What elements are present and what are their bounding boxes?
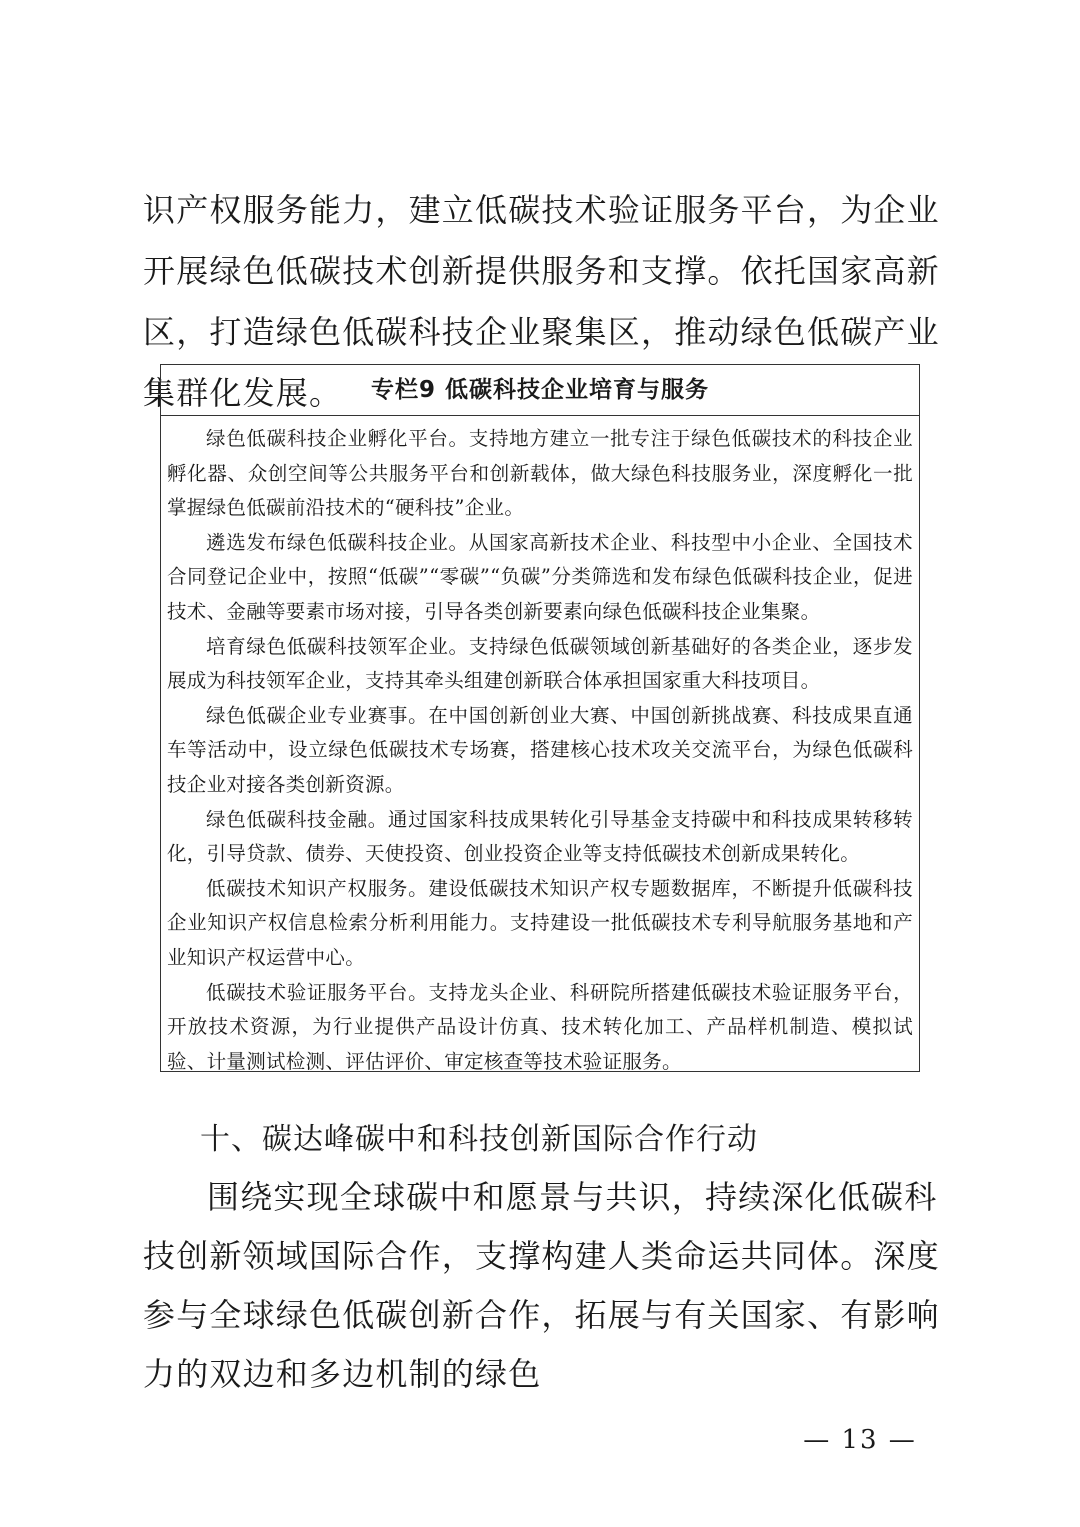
column-item-leading-enterprises: 培育绿色低碳科技领军企业。支持绿色低碳领域创新基础好的各类企业，逐步发展成为科技领军企业，支持其牵头组建创新联合体承担国家重大科技项目。 bbox=[167, 634, 913, 693]
continued-paragraph: 识产权服务能力，建立低碳技术验证服务平台，为企业开展绿色低碳技术创新提供服务和支撑。依托国家高新区，打造绿色低碳科技企业聚集区，推动绿色低碳产业集群化发展。 bbox=[143, 191, 940, 412]
column-item-finance: 绿色低碳科技金融。通过国家科技成果转化引导基金支持碳中和科技成果转移转化，引导贷款、债券、天使投资、创业投资企业等支持低碳技术创新成果转化。 bbox=[167, 807, 913, 866]
column-item-competitions: 绿色低碳企业专业赛事。在中国创新创业大赛、中国创新挑战赛、科技成果直通车等活动中，设立绿色低碳技术专场赛，搭建核心技术攻关交流平台，为绿色低碳科技企业对接各类创新资源。 bbox=[167, 703, 913, 796]
column-item-incubation-platform: 绿色低碳科技企业孵化平台。支持地方建立一批专注于绿色低碳技术的科技企业孵化器、众创空间等公共服务平台和创新载体，做大绿色科技服务业，深度孵化一批掌握绿色低碳前沿技术的“硬科技”企业。 bbox=[167, 427, 913, 520]
column-item-verification-platform: 低碳技术验证服务平台。支持龙头企业、科研院所搭建低碳技术验证服务平台，开放技术资源，为行业提供产品设计仿真、技术转化加工、产品样机制造、模拟试验、计量测试检测、评估评价、审定核查等技术验证服务。 bbox=[167, 980, 913, 1073]
column-box-body bbox=[161, 416, 919, 1079]
section-paragraph: 围绕实现全球碳中和愿景与共识，持续深化低碳科技创新领域国际合作，支撑构建人类命运共同体。深度参与全球绿色低碳创新合作，拓展与有关国家、有影响力的双边和多边机制的绿色 bbox=[143, 1178, 940, 1393]
column-item-ip-services: 低碳技术知识产权服务。建设低碳技术知识产权专题数据库，不断提升低碳科技企业知识产权信息检索分析利用能力。支持建设一批低碳技术专利导航服务基地和产业知识产权运营中心。 bbox=[167, 876, 913, 969]
section-heading: 十、碳达峰碳中和科技创新国际合作行动 bbox=[200, 1122, 758, 1157]
column-box-title: 专栏9 低碳科技企业培育与服务 bbox=[161, 365, 919, 416]
column-item-enterprise-selection: 遴选发布绿色低碳科技企业。从国家高新技术企业、科技型中小企业、全国技术合同登记企业中，按照“低碳”“零碳”“负碳”分类筛选和发布绿色低碳科技企业，促进技术、金融等要素市场对接，引导各类创新要素向绿色低碳科技企业集聚。 bbox=[167, 530, 913, 623]
column-box bbox=[160, 364, 920, 1072]
page-number: — 13 — bbox=[803, 1425, 917, 1455]
